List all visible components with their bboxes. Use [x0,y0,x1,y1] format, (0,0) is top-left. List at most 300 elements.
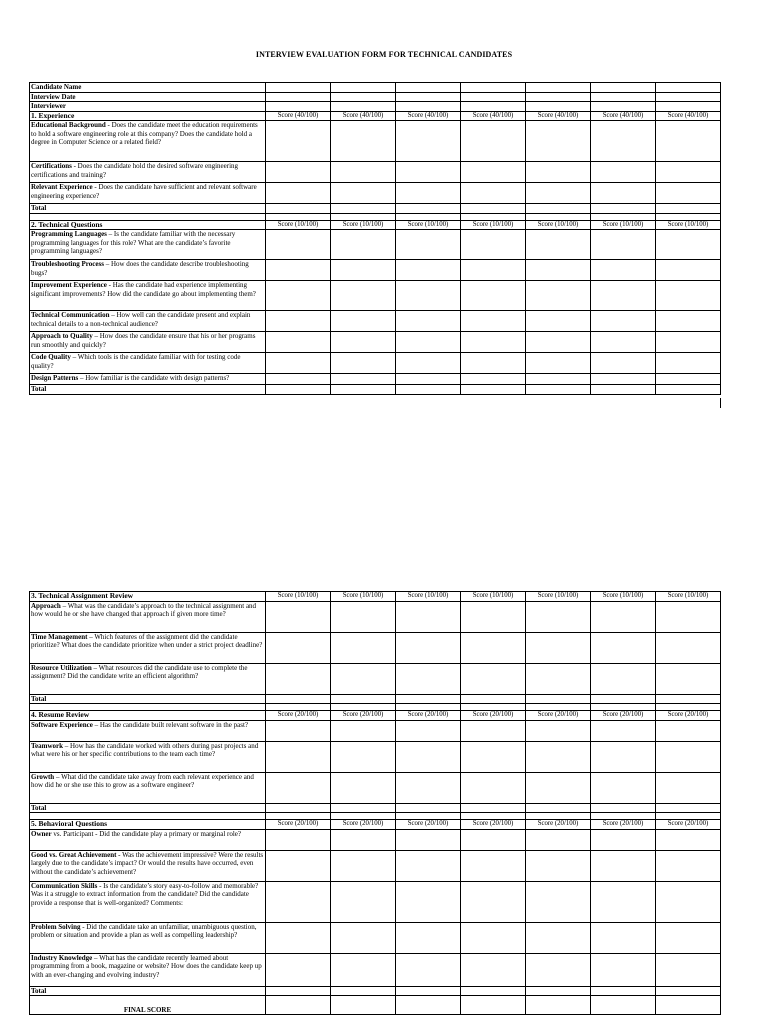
score-input-cell[interactable] [461,829,526,850]
score-input-cell[interactable] [396,829,461,850]
info-input-cell[interactable] [331,92,396,102]
score-input-cell[interactable] [591,311,656,332]
score-input-cell[interactable] [331,881,396,922]
score-input-cell[interactable] [331,953,396,986]
info-row [30,92,721,102]
section-header-row [30,711,721,721]
question-cell [30,720,266,741]
score-input-cell[interactable] [656,353,721,374]
score-input-cell[interactable] [331,601,396,632]
score-input-cell[interactable] [656,741,721,772]
score-column-header: Score (10/100) [396,220,461,230]
score-input-cell[interactable] [331,230,396,260]
total-score-cell[interactable] [396,204,461,214]
score-input-cell[interactable] [656,720,721,741]
score-column-header: Score (40/100) [591,111,656,121]
total-score-cell[interactable] [656,694,721,704]
section-heading: 1. Experience [30,111,266,121]
final-score-cell[interactable] [266,996,331,1015]
score-input-cell[interactable] [461,720,526,741]
score-input-cell[interactable] [591,353,656,374]
score-column-header: Score (20/100) [591,820,656,830]
score-column-header: Score (10/100) [656,220,721,230]
score-input-cell[interactable] [331,663,396,694]
score-input-cell[interactable] [526,230,591,260]
score-input-cell[interactable] [461,741,526,772]
info-input-cell[interactable] [461,102,526,112]
spacer-cell [591,704,656,711]
score-input-cell[interactable] [461,772,526,803]
total-score-cell[interactable] [331,986,396,996]
score-input-cell[interactable] [266,311,331,332]
score-input-cell[interactable] [266,741,331,772]
info-input-cell[interactable] [656,102,721,112]
section-heading: 3. Technical Assignment Review [30,592,266,602]
score-column-header: Score (20/100) [331,820,396,830]
score-input-cell[interactable] [266,772,331,803]
total-score-cell[interactable] [526,986,591,996]
info-input-cell[interactable] [591,102,656,112]
score-input-cell[interactable] [526,829,591,850]
table-edge-line [720,398,721,408]
score-input-cell[interactable] [461,850,526,881]
score-input-cell[interactable] [461,183,526,204]
score-column-header: Score (10/100) [461,592,526,602]
score-input-cell[interactable] [396,281,461,311]
score-input-cell[interactable] [591,881,656,922]
score-input-cell[interactable] [526,772,591,803]
question-text: – How does the candidate describe troubleshooting bugs? [31,260,249,277]
score-input-cell[interactable] [461,632,526,663]
question-cell [30,260,266,281]
score-input-cell[interactable] [266,162,331,183]
score-input-cell[interactable] [526,850,591,881]
info-input-cell[interactable] [461,92,526,102]
total-score-cell[interactable] [461,385,526,395]
question-cell [30,162,266,183]
score-input-cell[interactable] [266,281,331,311]
score-input-cell[interactable] [396,881,461,922]
score-input-cell[interactable] [656,311,721,332]
score-input-cell[interactable] [526,922,591,953]
spacer-cell [591,813,656,820]
score-input-cell[interactable] [526,881,591,922]
score-input-cell[interactable] [526,353,591,374]
score-input-cell[interactable] [591,922,656,953]
score-input-cell[interactable] [266,632,331,663]
spacer-cell [461,704,526,711]
score-input-cell[interactable] [396,230,461,260]
info-input-cell[interactable] [656,83,721,93]
score-input-cell[interactable] [266,663,331,694]
score-input-cell[interactable] [396,311,461,332]
score-input-cell[interactable] [591,260,656,281]
info-input-cell[interactable] [396,102,461,112]
score-input-cell[interactable] [266,230,331,260]
score-column-header: Score (20/100) [656,711,721,721]
score-column-header: Score (10/100) [591,592,656,602]
spacer-cell [656,213,721,220]
question-topic: Code Quality [31,353,71,361]
score-input-cell[interactable] [331,829,396,850]
question-row [30,922,721,953]
score-column-header: Score (40/100) [331,111,396,121]
section-header-row [30,592,721,602]
score-input-cell[interactable] [591,121,656,162]
question-text: - Is the candidate’s story easy-to-follow and memorable? Was it a struggle to extract information from the candidate? Did the candidate provide a response that is well-organized? Comments: [31,881,259,907]
question-cell [30,632,266,663]
total-score-cell[interactable] [656,986,721,996]
question-text: – Is the candidate familiar with the necessary programming languages for this role? What are the candidate’s favorite programming languages? [31,230,236,255]
total-score-cell[interactable] [396,803,461,813]
score-column-header: Score (20/100) [526,820,591,830]
score-input-cell[interactable] [656,162,721,183]
final-score-row [30,996,721,1015]
total-score-cell[interactable] [331,385,396,395]
score-input-cell[interactable] [266,881,331,922]
question-cell [30,741,266,772]
score-input-cell[interactable] [656,881,721,922]
spacer-cell [331,704,396,711]
final-score-cell[interactable] [526,996,591,1015]
score-input-cell[interactable] [331,720,396,741]
score-input-cell[interactable] [656,829,721,850]
score-input-cell[interactable] [331,741,396,772]
score-input-cell[interactable] [396,741,461,772]
score-input-cell[interactable] [591,829,656,850]
total-score-cell[interactable] [396,694,461,704]
question-row [30,601,721,632]
total-score-cell[interactable] [526,204,591,214]
final-score-cell[interactable] [396,996,461,1015]
question-topic: Improvement Experience [31,281,107,289]
score-input-cell[interactable] [461,663,526,694]
score-input-cell[interactable] [656,183,721,204]
score-input-cell[interactable] [461,260,526,281]
score-input-cell[interactable] [461,601,526,632]
score-column-header: Score (20/100) [266,820,331,830]
total-score-cell[interactable] [266,385,331,395]
score-input-cell[interactable] [591,332,656,353]
score-input-cell[interactable] [396,183,461,204]
score-input-cell[interactable] [396,663,461,694]
question-text: – What has the candidate recently learned about programming from a book, magazine or website? How does the candidate keep up with an ever-changing and evolving industry? [31,953,262,979]
total-score-cell[interactable] [591,204,656,214]
score-input-cell[interactable] [591,632,656,663]
info-input-cell[interactable] [266,102,331,112]
score-input-cell[interactable] [266,353,331,374]
score-input-cell[interactable] [266,601,331,632]
question-text: – What did the candidate take away from each relevant experience and how did he or she use this to grow as a software engineer? [31,772,254,789]
score-input-cell[interactable] [461,374,526,385]
question-row [30,281,721,311]
score-input-cell[interactable] [266,332,331,353]
score-input-cell[interactable] [331,632,396,663]
score-input-cell[interactable] [526,374,591,385]
score-input-cell[interactable] [266,922,331,953]
question-topic: Industry Knowledge [31,953,93,962]
info-input-cell[interactable] [266,83,331,93]
score-input-cell[interactable] [461,281,526,311]
question-topic: Approach [31,601,61,610]
question-cell [30,663,266,694]
score-column-header: Score (20/100) [461,820,526,830]
info-row [30,102,721,112]
score-input-cell[interactable] [266,953,331,986]
score-input-cell[interactable] [266,850,331,881]
total-score-cell[interactable] [331,204,396,214]
spacer-cell [331,213,396,220]
score-input-cell[interactable] [331,162,396,183]
info-input-cell[interactable] [526,83,591,93]
total-score-cell[interactable] [266,204,331,214]
score-input-cell[interactable] [656,260,721,281]
total-score-cell[interactable] [461,986,526,996]
score-input-cell[interactable] [591,850,656,881]
score-input-cell[interactable] [526,311,591,332]
score-input-cell[interactable] [461,332,526,353]
question-cell [30,922,266,953]
total-row [30,803,721,813]
spacer-cell [266,213,331,220]
score-input-cell[interactable] [331,772,396,803]
score-input-cell[interactable] [526,281,591,311]
score-input-cell[interactable] [526,953,591,986]
total-score-cell[interactable] [656,204,721,214]
score-input-cell[interactable] [461,311,526,332]
score-input-cell[interactable] [526,632,591,663]
score-input-cell[interactable] [656,374,721,385]
info-input-cell[interactable] [526,92,591,102]
question-text: - Does the candidate hold the desired software engineering certifications and training? [31,162,239,179]
question-text: – Which tools is the candidate familiar with for testing code quality? [31,353,241,370]
info-label: Interviewer [30,102,266,112]
question-cell [30,772,266,803]
info-input-cell[interactable] [526,102,591,112]
info-input-cell[interactable] [591,92,656,102]
question-text: – How does the candidate ensure that his or her programs run smoothly and quickly? [31,332,256,349]
score-input-cell[interactable] [461,953,526,986]
total-score-cell[interactable] [266,803,331,813]
info-input-cell[interactable] [331,102,396,112]
score-input-cell[interactable] [526,663,591,694]
total-score-cell[interactable] [266,986,331,996]
score-input-cell[interactable] [591,720,656,741]
score-input-cell[interactable] [526,260,591,281]
score-input-cell[interactable] [656,663,721,694]
score-input-cell[interactable] [656,850,721,881]
question-row [30,353,721,374]
total-score-cell[interactable] [266,694,331,704]
score-input-cell[interactable] [331,353,396,374]
score-input-cell[interactable] [591,953,656,986]
question-text: - Was the achievement impressive? Were the results largely due to the candidate’s impact? Or would the results have occurred, even without the candidate’s achievement? [31,850,264,876]
info-input-cell[interactable] [656,92,721,102]
total-score-cell[interactable] [461,694,526,704]
total-score-cell[interactable] [331,694,396,704]
score-input-cell[interactable] [396,772,461,803]
question-cell [30,353,266,374]
question-topic: Problem Solving [31,922,81,931]
score-input-cell[interactable] [331,260,396,281]
total-score-cell[interactable] [526,385,591,395]
score-column-header: Score (20/100) [461,711,526,721]
question-text: – How familiar is the candidate with design patterns? [78,374,230,382]
score-input-cell[interactable] [656,281,721,311]
form-title: INTERVIEW EVALUATION FORM FOR TECHNICAL CANDIDATES [255,50,513,59]
score-input-cell[interactable] [461,121,526,162]
score-input-cell[interactable] [266,720,331,741]
score-input-cell[interactable] [526,720,591,741]
total-score-cell[interactable] [591,385,656,395]
total-score-cell[interactable] [526,694,591,704]
final-score-cell[interactable] [331,996,396,1015]
score-input-cell[interactable] [396,850,461,881]
score-column-header: Score (20/100) [591,711,656,721]
score-input-cell[interactable] [396,162,461,183]
total-score-cell[interactable] [656,803,721,813]
question-cell [30,374,266,385]
question-cell [30,601,266,632]
score-input-cell[interactable] [396,953,461,986]
spacer-row [30,813,721,820]
question-row [30,230,721,260]
score-input-cell[interactable] [656,332,721,353]
score-input-cell[interactable] [656,922,721,953]
score-input-cell[interactable] [396,601,461,632]
score-input-cell[interactable] [656,601,721,632]
info-input-cell[interactable] [331,83,396,93]
score-input-cell[interactable] [396,374,461,385]
question-row [30,741,721,772]
total-score-cell[interactable] [461,803,526,813]
score-column-header: Score (10/100) [331,592,396,602]
score-input-cell[interactable] [526,183,591,204]
score-input-cell[interactable] [396,260,461,281]
question-text: – What resources did the candidate use to complete the assignment? Did the candidate write an efficient algorithm? [31,663,248,680]
total-score-cell[interactable] [591,694,656,704]
info-input-cell[interactable] [396,83,461,93]
score-input-cell[interactable] [591,374,656,385]
score-input-cell[interactable] [331,281,396,311]
score-input-cell[interactable] [591,183,656,204]
score-input-cell[interactable] [266,829,331,850]
score-input-cell[interactable] [656,953,721,986]
score-input-cell[interactable] [461,922,526,953]
question-row [30,311,721,332]
score-input-cell[interactable] [266,121,331,162]
score-input-cell[interactable] [461,230,526,260]
score-column-header: Score (20/100) [526,711,591,721]
score-column-header: Score (40/100) [656,111,721,121]
spacer-cell [591,213,656,220]
score-input-cell[interactable] [266,374,331,385]
score-input-cell[interactable] [331,850,396,881]
score-input-cell[interactable] [461,353,526,374]
total-score-cell[interactable] [526,803,591,813]
score-input-cell[interactable] [526,121,591,162]
total-score-cell[interactable] [591,803,656,813]
score-column-header: Score (10/100) [266,592,331,602]
info-input-cell[interactable] [461,83,526,93]
total-score-cell[interactable] [656,385,721,395]
score-column-header: Score (20/100) [656,820,721,830]
score-input-cell[interactable] [656,772,721,803]
total-row [30,204,721,214]
info-input-cell[interactable] [266,92,331,102]
info-label: Interview Date [30,92,266,102]
question-topic: Growth [31,772,55,781]
question-text: – How has the candidate worked with others during past projects and what were his or her specific contributions to the team each time? [31,741,259,758]
score-input-cell[interactable] [396,353,461,374]
info-input-cell[interactable] [591,83,656,93]
score-input-cell[interactable] [266,183,331,204]
score-column-header: Score (40/100) [461,111,526,121]
total-score-cell[interactable] [461,204,526,214]
score-input-cell[interactable] [331,332,396,353]
score-input-cell[interactable] [591,601,656,632]
score-input-cell[interactable] [591,741,656,772]
score-input-cell[interactable] [331,311,396,332]
question-cell [30,829,266,850]
score-input-cell[interactable] [331,374,396,385]
score-input-cell[interactable] [396,720,461,741]
question-text: - Has the candidate had experience implementing significant improvements? How did the candidate go about implementing them? [31,281,256,298]
score-input-cell[interactable] [591,281,656,311]
score-input-cell[interactable] [396,632,461,663]
score-input-cell[interactable] [526,601,591,632]
final-score-cell[interactable] [656,996,721,1015]
score-input-cell[interactable] [656,230,721,260]
score-input-cell[interactable] [656,632,721,663]
score-input-cell[interactable] [396,332,461,353]
spacer-row [30,704,721,711]
question-row [30,829,721,850]
section-header-row [30,111,721,121]
spacer-cell [526,813,591,820]
question-text: – Has the candidate built relevant software in the past? [92,720,249,729]
question-row [30,632,721,663]
total-score-cell[interactable] [591,986,656,996]
score-input-cell[interactable] [461,162,526,183]
score-input-cell[interactable] [591,663,656,694]
question-topic: Certifications [31,162,72,170]
score-input-cell[interactable] [526,332,591,353]
score-input-cell[interactable] [331,121,396,162]
total-score-cell[interactable] [331,803,396,813]
score-input-cell[interactable] [591,230,656,260]
score-input-cell[interactable] [266,260,331,281]
score-input-cell[interactable] [396,922,461,953]
final-score-cell[interactable] [461,996,526,1015]
score-input-cell[interactable] [331,922,396,953]
info-input-cell[interactable] [396,92,461,102]
question-topic: Owner [31,829,52,838]
total-score-cell[interactable] [396,385,461,395]
final-score-cell[interactable] [591,996,656,1015]
score-input-cell[interactable] [461,881,526,922]
question-text: – How well can the candidate present and explain technical details to a non-technical audience? [31,311,251,328]
score-input-cell[interactable] [526,162,591,183]
score-input-cell[interactable] [331,183,396,204]
score-input-cell[interactable] [591,162,656,183]
section-header-row [30,220,721,230]
score-input-cell[interactable] [656,121,721,162]
score-input-cell[interactable] [526,741,591,772]
score-input-cell[interactable] [591,772,656,803]
total-score-cell[interactable] [396,986,461,996]
score-input-cell[interactable] [396,121,461,162]
